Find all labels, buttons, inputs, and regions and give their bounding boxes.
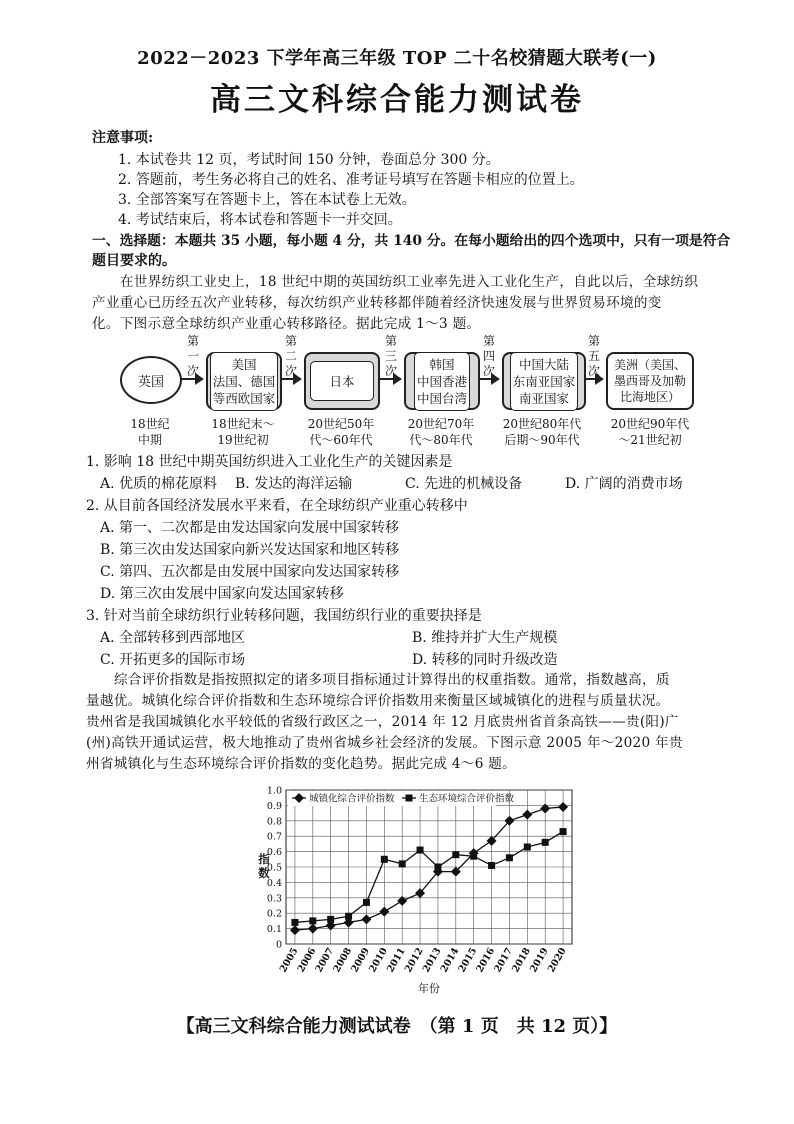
y-tick-label: 0	[275, 939, 282, 951]
y-tick-label: 0.6	[266, 847, 282, 859]
x-tick-label: 2017	[492, 946, 516, 975]
x-tick-label: 2014	[438, 946, 462, 975]
stage-label-4: 第 四 次	[482, 334, 495, 378]
data-point-square	[434, 864, 441, 871]
data-point-square	[524, 843, 531, 850]
y-tick-label: 0.8	[266, 816, 282, 828]
question-2-option-d: D. 第三次由发展中国家向发达国家转移	[100, 586, 344, 602]
section-instructions-cont: 题目要求的。	[92, 253, 176, 269]
data-point-square	[309, 917, 316, 924]
passage-line: 产业重心已历经五次产业转移，每次纺织产业转移都伴随着经济快速发展与世界贸易环境的变	[92, 295, 662, 311]
notice-item: 2. 答题前，考生务必将自己的姓名、准考证号填写在答题卡相应的位置上。	[118, 172, 584, 188]
question-3-option-d: D. 转移的同时升级改造	[412, 652, 558, 668]
y-axis-label: 数	[258, 866, 270, 880]
y-tick-label: 0.4	[266, 877, 282, 889]
passage-line: (州)高铁开通试运营，极大地推动了贵州省城乡社会经济的发展。下图示意 2005 年～2020 年贵	[86, 735, 683, 751]
question-2-option-c: C. 第四、五次都是由发展中国家向发达国家转移	[100, 564, 400, 580]
x-tick-label: 2008	[331, 946, 355, 975]
x-tick-label: 2009	[349, 946, 373, 975]
y-tick-label: 0.7	[266, 831, 282, 843]
passage-line: 化。下图示意全球纺织产业重心转移路径。据此完成 1～3 题。	[92, 316, 481, 332]
x-tick-label: 2015	[456, 946, 480, 975]
notice-item: 3. 全部答案写在答题卡上，答在本试卷上无效。	[118, 192, 416, 208]
paper-title: 高三文科综合能力测试卷	[210, 82, 584, 118]
stage-label-1: 第 一 次	[186, 334, 199, 378]
question-1-stem: 1. 影响 18 世纪中期英国纺织进入工业化生产的关键因素是	[86, 454, 453, 470]
y-tick-label: 0.3	[266, 893, 282, 905]
question-2-stem: 2. 从目前各国经济发展水平来看，在全球纺织产业重心转移中	[86, 498, 468, 514]
node-label: 中国大陆 东南亚国家 南亚国家	[510, 352, 579, 411]
x-tick-label: 2006	[295, 946, 319, 975]
y-tick-label: 0.2	[266, 908, 282, 920]
data-point-square	[542, 839, 549, 846]
question-2-option-a: A. 第一、二次都是由发达国家向发展中国家转移	[100, 520, 400, 536]
data-point-square	[452, 851, 459, 858]
x-tick-label: 2018	[510, 946, 533, 975]
legend-marker-square	[406, 795, 413, 802]
data-point-square	[345, 913, 352, 920]
node-japan	[304, 352, 380, 410]
x-tick-label: 2016	[474, 946, 498, 975]
x-tick-label: 2011	[385, 946, 408, 975]
x-tick-label: 2010	[367, 946, 390, 975]
question-1-option-b: B. 发达的海洋运输	[235, 476, 353, 492]
node-americas: 美洲（美国、 墨西哥及加勒 比海地区）	[606, 352, 694, 410]
x-tick-label: 2020	[545, 946, 569, 975]
x-tick-label: 2019	[528, 946, 551, 975]
period-label: 20世纪70年 代～80年代	[407, 417, 475, 447]
x-axis-label: 年份	[418, 982, 440, 994]
node-britain: 英国	[120, 356, 182, 404]
period-label: 20世纪90年代 ～21世纪初	[610, 417, 690, 447]
data-point-square	[363, 899, 370, 906]
urbanization-ecology-chart	[250, 782, 580, 994]
node-label: 韩国 中国香港 中国台湾	[414, 352, 470, 411]
question-3-stem: 3. 针对当前全球纺织行业转移问题，我国纺织行业的重要抉择是	[86, 608, 482, 624]
stage-label-5: 第 五 次	[587, 334, 600, 378]
question-1-option-c: C. 先进的机械设备	[405, 476, 523, 492]
data-point-square	[381, 856, 388, 863]
y-axis-label: 指	[258, 852, 270, 866]
node-east-asia	[404, 352, 480, 410]
data-point-square	[470, 853, 477, 860]
passage-textile	[92, 272, 722, 335]
legend-label-1: 城镇化综合评价指数	[309, 793, 395, 805]
passage-line: 在世界纺织工业史上，18 世纪中期的英国纺织工业率先进入工业化生产，自此以后，全球纺织	[120, 274, 699, 290]
exam-series-title: 2022－2023 下学年高三年级 TOP 二十名校猜题大联考(一)	[137, 48, 657, 69]
legend-label-2: 生态环境综合评价指数	[419, 793, 515, 805]
period-label: 20世纪50年 代～60年代	[307, 417, 375, 447]
question-3-option-b: B. 维持并扩大生产规模	[412, 630, 558, 646]
notice-heading: 注意事项:	[92, 130, 154, 146]
question-3-option-a: A. 全部转移到西部地区	[100, 630, 246, 646]
node-china-sea	[502, 352, 586, 410]
stage-label-2: 第 二 次	[284, 334, 297, 378]
period-label: 20世纪80年代 后期～90年代	[502, 417, 582, 447]
notice-item: 1. 本试卷共 12 页，考试时间 150 分钟，卷面总分 300 分。	[118, 152, 500, 168]
node-label: 美国 法国、德国 等西欧国家	[210, 352, 279, 411]
data-point-square	[399, 860, 406, 867]
stage-label-3: 第 三 次	[384, 334, 397, 378]
data-point-square	[417, 847, 424, 854]
period-label: 18世纪 中期	[130, 417, 170, 447]
data-point-square	[488, 862, 495, 869]
question-2-option-b: B. 第三次由发达国家向新兴发达国家和地区转移	[100, 542, 400, 558]
page-footer: 【高三文科综合能力测试试卷 （第 1 页 共 12 页）】	[176, 1016, 618, 1037]
data-point-square	[506, 854, 513, 861]
x-tick-label: 2005	[277, 946, 301, 975]
y-tick-label: 1.0	[266, 785, 282, 797]
question-3-option-c: C. 开拓更多的国际市场	[100, 652, 246, 668]
section-instructions: 一、选择题：本题共 35 小题，每小题 4 分，共 140 分。在每小题给出的四个选项中，只有一项是符合	[92, 233, 731, 249]
data-point-square	[327, 916, 334, 923]
y-tick-label: 0.1	[266, 924, 282, 936]
period-label: 18世纪末～ 19世纪初	[211, 417, 275, 447]
x-tick-label: 2013	[420, 946, 444, 975]
passage-line: 综合评价指数是指按照拟定的诸多项目指标通过计算得出的权重指数。通常，指数越高，质	[114, 672, 670, 688]
x-tick-label: 2012	[402, 946, 426, 975]
question-1-option-d: D. 广阔的消费市场	[565, 476, 683, 492]
data-point-square	[291, 919, 298, 926]
node-label: 日本	[310, 361, 374, 401]
passage-guizhou	[86, 670, 726, 775]
passage-line: 州省城镇化与生态环境综合评价指数的变化趋势。据此完成 4～6 题。	[86, 756, 517, 772]
passage-line: 贵州省是我国城镇化水平较低的省级行政区之一，2014 年 12 月底贵州省首条高铁——贵(阳)广	[86, 714, 679, 730]
x-tick-label: 2007	[313, 946, 337, 975]
y-tick-label: 0.5	[266, 862, 282, 874]
y-tick-label: 0.9	[266, 800, 282, 812]
data-point-square	[560, 828, 567, 835]
question-1-option-a: A. 优质的棉花原料	[100, 476, 218, 492]
passage-line: 量越优。城镇化综合评价指数和生态环境综合评价指数用来衡量区域城镇化的进程与质量状况。	[86, 693, 670, 709]
node-western-europe	[206, 352, 282, 410]
notice-item: 4. 考试结束后，将本试卷和答题卡一并交回。	[118, 212, 402, 228]
